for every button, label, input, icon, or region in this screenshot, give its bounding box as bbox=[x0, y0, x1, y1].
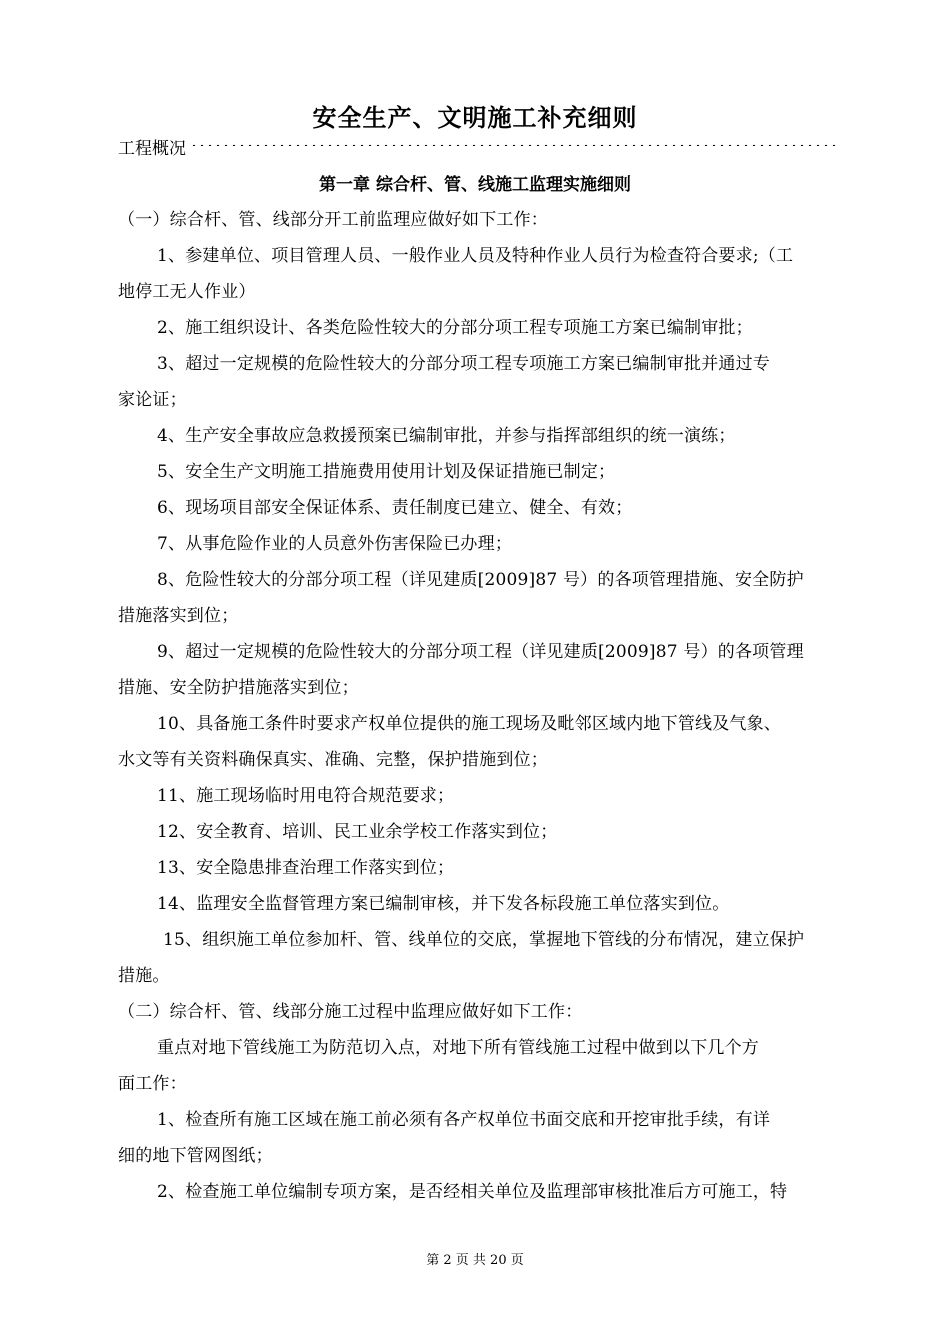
chapter-title: 第一章 综合杆、管、线施工监理实施细则 bbox=[319, 175, 631, 195]
paragraph-line: 家论证； bbox=[118, 390, 187, 410]
paragraph-line: 7、从事危险作业的人员意外伤害保险已办理； bbox=[157, 534, 513, 554]
paragraph-line: 措施、安全防护措施落实到位； bbox=[118, 678, 359, 698]
paragraph-line: 1、检查所有施工区域在施工前必须有各产权单位书面交底和开挖审批手续，有详 bbox=[157, 1110, 771, 1130]
paragraph-line: 9、超过一定规模的危险性较大的分部分项工程（详见建质[2009]87 号）的各项管理 bbox=[157, 642, 804, 662]
paragraph-line: 水文等有关资料确保真实、准确、完整，保护措施到位； bbox=[118, 750, 548, 770]
paragraph-line: 12、安全教育、培训、民工业余学校工作落实到位； bbox=[157, 822, 558, 842]
page-number-footer: 第 2 页 共 20 页 bbox=[426, 1253, 524, 1268]
section-heading: （一）综合杆、管、线部分开工前监理应做好如下工作： bbox=[118, 210, 548, 230]
document-title: 安全生产、文明施工补充细则 bbox=[312, 103, 638, 132]
paragraph-line: 10、具备施工条件时要求产权单位提供的施工现场及毗邻区域内地下管线及气象、 bbox=[157, 714, 782, 734]
toc-label: 工程概况 bbox=[118, 139, 186, 159]
paragraph-line: 13、安全隐患排查治理工作落实到位； bbox=[157, 858, 455, 878]
paragraph-line: 8、危险性较大的分部分项工程（详见建质[2009]87 号）的各项管理措施、安全防护 bbox=[157, 570, 804, 590]
paragraph-line: 4、生产安全事故应急救援预案已编制审批，并参与指挥部组织的统一演练； bbox=[157, 426, 736, 446]
paragraph-line: 地停工无人作业） bbox=[118, 282, 256, 302]
section-heading: （二）综合杆、管、线部分施工过程中监理应做好如下工作： bbox=[118, 1002, 583, 1022]
paragraph-line: 面工作： bbox=[118, 1074, 187, 1094]
paragraph-line: 1、参建单位、项目管理人员、一般作业人员及特种作业人员行为检查符合要求;（工 bbox=[157, 246, 794, 266]
paragraph-line: 6、现场项目部安全保证体系、责任制度已建立、健全、有效； bbox=[157, 498, 633, 518]
paragraph-line: 措施落实到位； bbox=[118, 606, 239, 626]
paragraph-line: 细的地下管网图纸； bbox=[118, 1146, 273, 1166]
paragraph-line: 重点对地下管线施工为防范切入点，对地下所有管线施工过程中做到以下几个方 bbox=[157, 1038, 759, 1058]
toc-entry[interactable] bbox=[118, 130, 838, 160]
paragraph-line: 15、组织施工单位参加杆、管、线单位的交底，掌握地下管线的分布情况，建立保护 bbox=[163, 930, 805, 950]
toc-leader-dots bbox=[190, 144, 838, 146]
paragraph-line: 2、施工组织设计、各类危险性较大的分部分项工程专项施工方案已编制审批； bbox=[157, 318, 753, 338]
paragraph-line: 11、施工现场临时用电符合规范要求； bbox=[157, 786, 455, 806]
paragraph-line: 措施。 bbox=[118, 966, 170, 986]
paragraph-line: 3、超过一定规模的危险性较大的分部分项工程专项施工方案已编制审批并通过专 bbox=[157, 354, 771, 374]
paragraph-line: 14、监理安全监督管理方案已编制审核，并下发各标段施工单位落实到位。 bbox=[157, 894, 730, 914]
paragraph-line: 2、检查施工单位编制专项方案，是否经相关单位及监理部审核批准后方可施工，特 bbox=[157, 1182, 788, 1202]
paragraph-line: 5、安全生产文明施工措施费用使用计划及保证措施已制定； bbox=[157, 462, 616, 482]
